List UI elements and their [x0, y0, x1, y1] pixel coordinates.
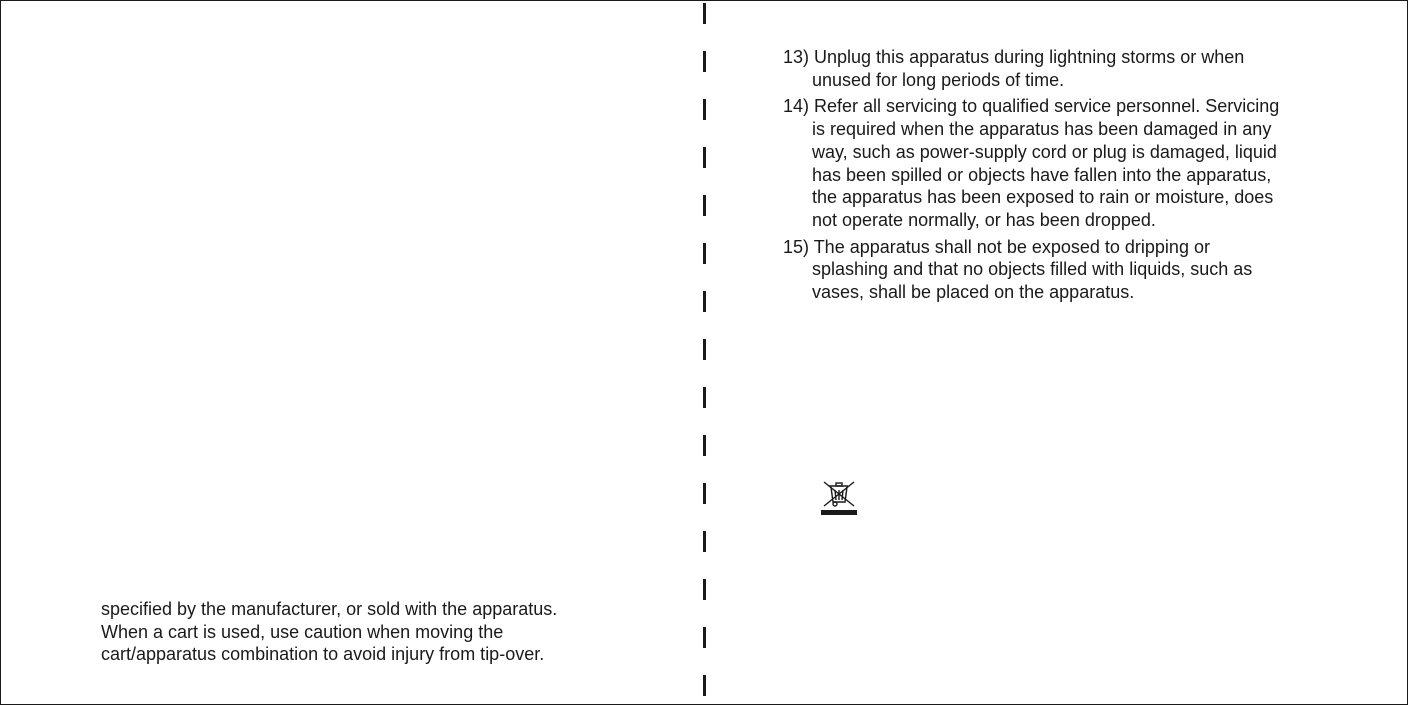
- safety-item-line: the apparatus has been exposed to rain or moisture, does: [812, 187, 1274, 208]
- safety-item-14: [783, 95, 1363, 231]
- safety-item-line: not operate normally, or has been dropped.: [812, 209, 1156, 230]
- safety-item-line: vases, shall be placed on the apparatus.: [812, 282, 1135, 303]
- fold-line: [703, 0, 706, 705]
- left-paragraph-line: When a cart is used, use caution when moving the: [101, 621, 504, 642]
- safety-item-line: 13) Unplug this apparatus during lightning storms or when: [783, 47, 1245, 67]
- left-paragraph-line: specified by the manufacturer, or sold with the apparatus.: [101, 599, 558, 619]
- safety-instructions-list: [783, 46, 1363, 308]
- safety-item-line: is required when the apparatus has been damaged in any: [812, 119, 1272, 140]
- safety-item-13: [783, 46, 1363, 91]
- safety-item-line: has been spilled or objects have fallen into the apparatus,: [812, 164, 1272, 185]
- left-page-paragraph: [101, 598, 661, 666]
- safety-item-line: splashing and that no objects filled with liquids, such as: [812, 259, 1253, 280]
- safety-item-15: [783, 236, 1363, 304]
- safety-item-line: 14) Refer all servicing to qualified service personnel. Servicing: [783, 96, 1280, 117]
- safety-item-line: unused for long periods of time.: [812, 69, 1065, 90]
- crossed-out-wheelie-bin-icon: [821, 479, 857, 516]
- left-paragraph-line: cart/apparatus combination to avoid injury from tip-over.: [101, 644, 545, 664]
- safety-item-line: way, such as power-supply cord or plug is damaged, liquid: [812, 141, 1277, 162]
- safety-item-line: 15) The apparatus shall not be exposed to dripping or: [783, 236, 1210, 257]
